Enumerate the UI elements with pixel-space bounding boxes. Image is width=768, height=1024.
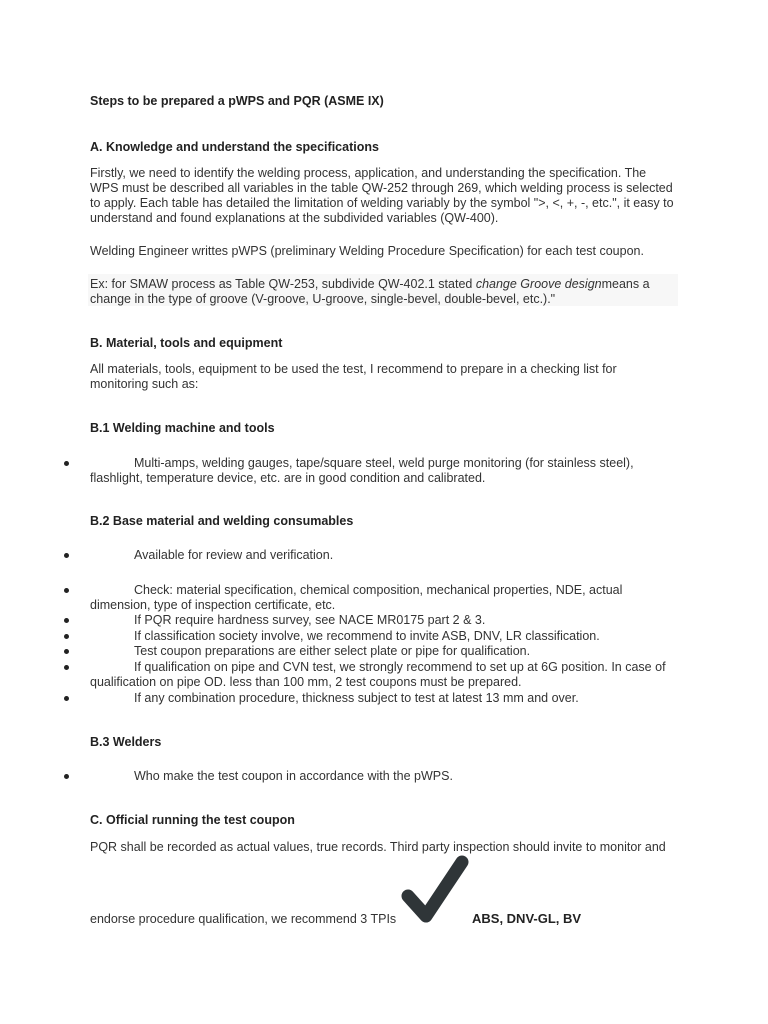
list-item: If PQR require hardness survey, see NACE MR0175 part 2 & 3. <box>134 613 486 627</box>
paragraph-endorse: endorse procedure qualification, we recommend 3 TPIs <box>90 912 397 926</box>
paragraph-materials <box>90 362 690 392</box>
heading-section-b3: B.3 Welders <box>90 735 162 749</box>
heading-section-a: A. Knowledge and understand the specifications <box>90 140 379 154</box>
paragraph-line: All materials, tools, equipment to be used the test, I recommend to prepare in a checking list for <box>90 362 617 376</box>
example-line-1: Ex: for SMAW process as Table QW-253, subdivide QW-402.1 stated change Groove designmeans a <box>90 277 650 291</box>
bullet-dot <box>64 634 69 639</box>
paragraph-pwps: Welding Engineer writtes pWPS (preliminary Welding Procedure Specification) for each test coupon. <box>90 244 644 258</box>
bullet-dot <box>64 618 69 623</box>
paragraph-line: understand and found explanations at the subdivided variables (QW-400). <box>90 211 499 225</box>
paragraph-line: Firstly, we need to identify the welding process, application, and understanding the specification. The <box>90 166 647 180</box>
bullet-dot <box>64 665 69 670</box>
list-item: Test coupon preparations are either select plate or pipe for qualification. <box>134 644 531 658</box>
example-italic-text: change Groove design <box>475 277 602 291</box>
bullet-dot <box>64 461 69 466</box>
bullet-dot <box>64 588 69 593</box>
list-item: If any combination procedure, thickness subject to test at latest 13 mm and over. <box>134 691 579 705</box>
list-item: If qualification on pipe and CVN test, we strongly recommend to set up at 6G position. In case of qualification on pipe OD. less than 100 mm, 2 test coupons must be prepared. <box>90 660 666 689</box>
bullet-dot <box>64 553 69 558</box>
tpi-list: ABS, DNV-GL, BV <box>472 911 582 926</box>
paragraph-specifications <box>90 166 690 226</box>
bullet-dot <box>64 696 69 701</box>
paragraph-pqr: PQR shall be recorded as actual values, true records. Third party inspection should invite to monitor and <box>90 840 666 854</box>
paragraph-line: to apply. Each table has detailed the limitation of welding variably by the symbol ">, <, +, -, etc.", it easy to <box>90 196 674 210</box>
page-title: Steps to be prepared a pWPS and PQR (ASME IX) <box>90 94 384 108</box>
heading-section-b: B. Material, tools and equipment <box>90 336 283 350</box>
example-line-2: change in the type of groove (V-groove, U-groove, single-bevel, double-bevel, etc.)." <box>90 292 556 306</box>
bullet-dot <box>64 649 69 654</box>
list-item: Multi-amps, welding gauges, tape/square steel, weld purge monitoring (for stainless steel), flashlight, temperature device, etc. are in good condition and calibrated. <box>90 456 634 485</box>
bullet-dot <box>64 774 69 779</box>
list-item: Who make the test coupon in accordance with the pWPS. <box>134 769 453 783</box>
paragraph-line: WPS must be described all variables in the table QW-252 through 269, which welding process is selected <box>90 181 673 195</box>
example-block <box>90 277 690 307</box>
paragraph-line: monitoring such as: <box>90 377 199 391</box>
heading-section-b1: B.1 Welding machine and tools <box>90 421 275 435</box>
heading-section-c: C. Official running the test coupon <box>90 813 295 827</box>
list-item: If classification society involve, we recommend to invite ASB, DNV, LR classification. <box>134 629 600 643</box>
list-item: Available for review and verification. <box>134 548 334 562</box>
heading-section-b2: B.2 Base material and welding consumables <box>90 514 354 528</box>
list-item: Check: material specification, chemical composition, mechanical properties, NDE, actual dimension, type of inspection certificate, etc. <box>90 583 623 612</box>
